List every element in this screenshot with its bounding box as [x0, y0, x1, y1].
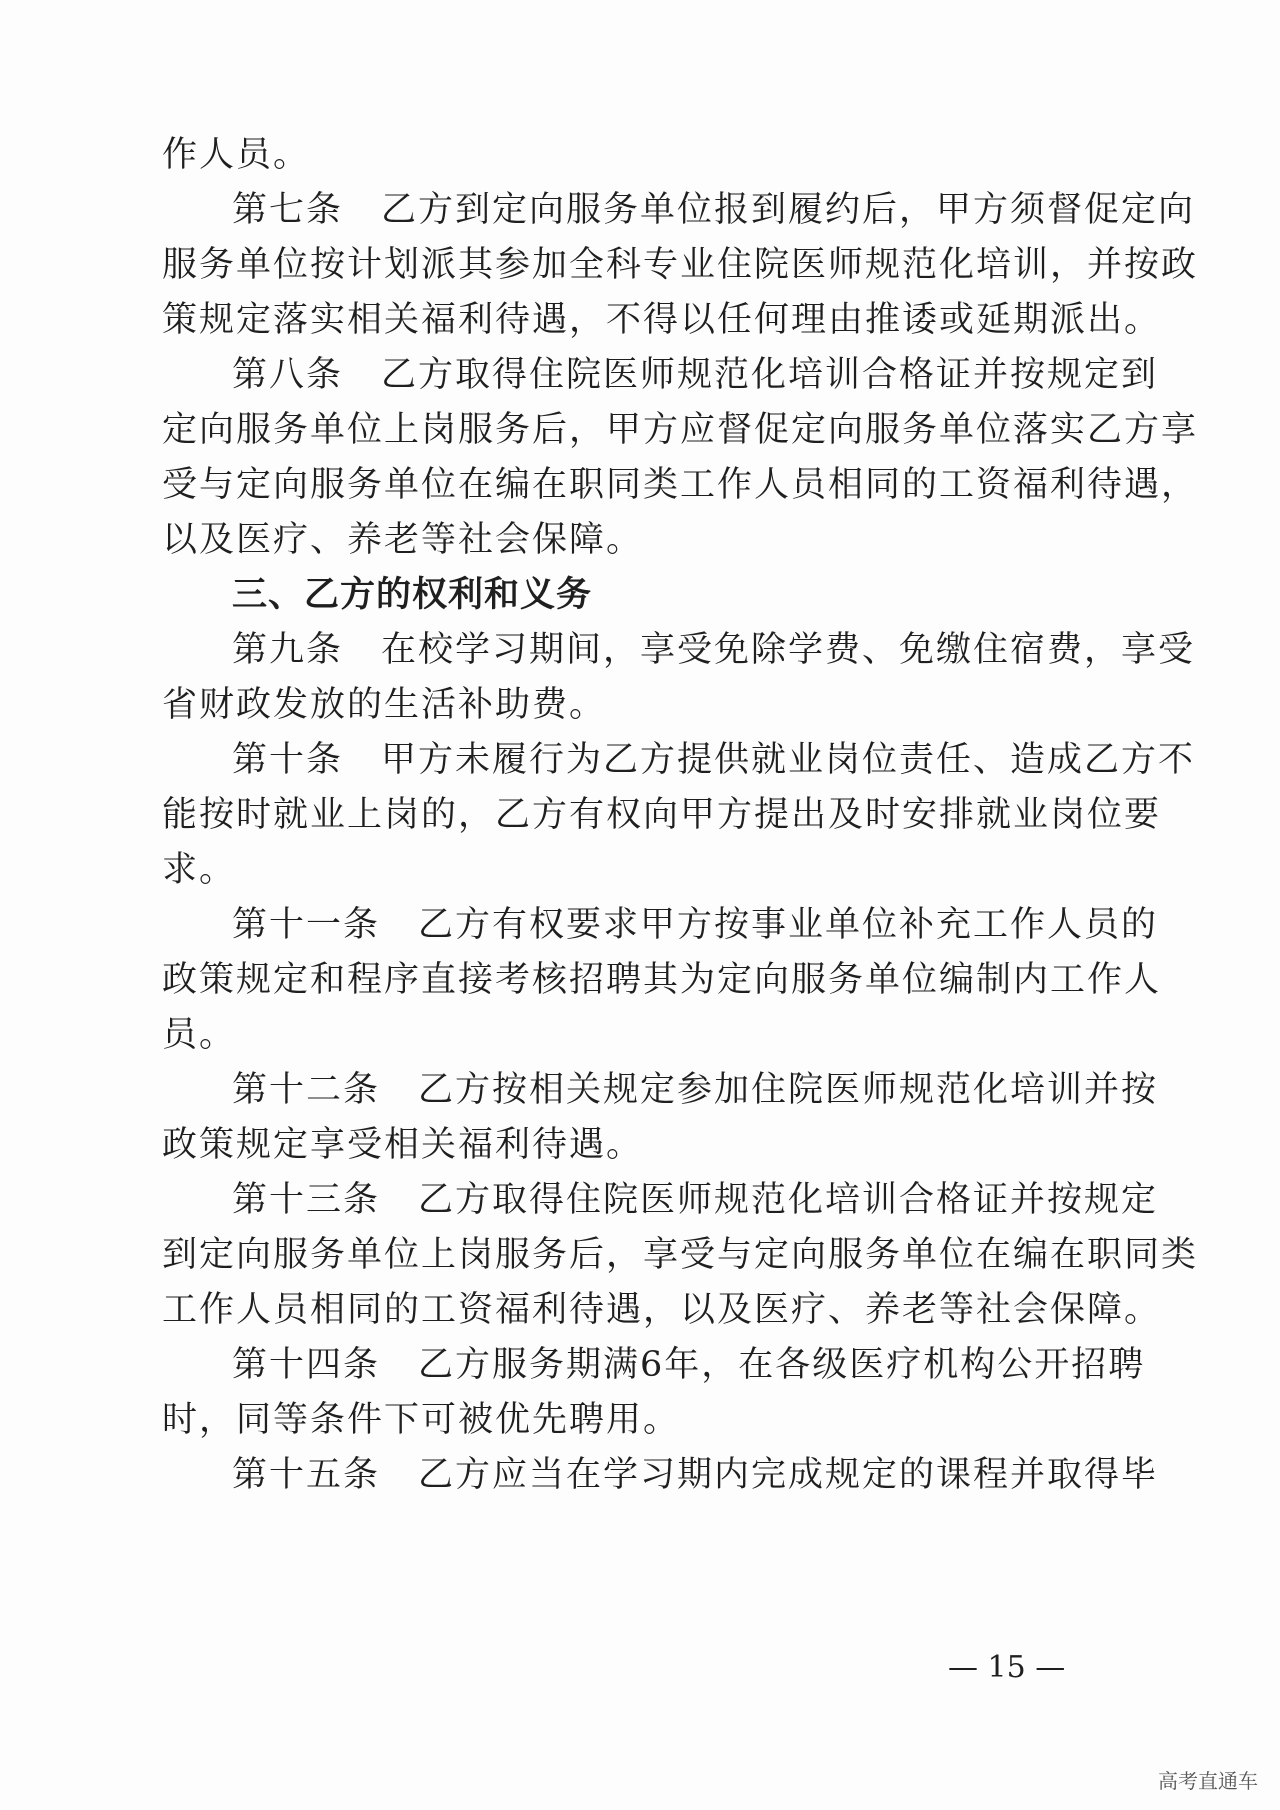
- article-13: [232, 1180, 1158, 1220]
- article-number: 第十三条: [232, 1180, 381, 1220]
- article-number: 第七条: [232, 190, 344, 230]
- article-text: 乙方按相关规定参加住院医师规范化培训并按: [418, 1070, 1159, 1110]
- text-line: 到定向服务单位上岗服务后，享受与定向服务单位在编在职同类: [162, 1235, 1199, 1275]
- article-text: 乙方有权要求甲方按事业单位补充工作人员的: [418, 905, 1159, 945]
- text-line: 员。: [162, 1015, 237, 1055]
- article-number: 第九条: [232, 630, 344, 670]
- article-number: 第十二条: [232, 1070, 381, 1110]
- text-line: 求。: [162, 850, 237, 890]
- text-line: 政策规定和程序直接考核招聘其为定向服务单位编制内工作人: [162, 960, 1162, 1000]
- article-text: 乙方到定向服务单位报到履约后，甲方须督促定向: [381, 190, 1196, 230]
- article-text: 乙方应当在学习期内完成规定的课程并取得毕: [418, 1455, 1159, 1495]
- text-line: 工作人员相同的工资福利待遇，以及医疗、养老等社会保障。: [162, 1290, 1162, 1330]
- article-9: [232, 630, 1195, 670]
- article-11: [232, 905, 1158, 945]
- article-number: 第十条: [232, 740, 344, 780]
- text-line: 服务单位按计划派其参加全科专业住院医师规范化培训，并按政: [162, 245, 1199, 285]
- text-line: 定向服务单位上岗服务后，甲方应督促定向服务单位落实乙方享: [162, 410, 1199, 450]
- page-number: — 15 —: [948, 1650, 1066, 1685]
- article-number: 第十五条: [232, 1455, 381, 1495]
- section-heading: 三、乙方的权利和义务: [232, 575, 593, 615]
- article-8: [232, 355, 1158, 395]
- article-text: 甲方未履行为乙方提供就业岗位责任、造成乙方不: [381, 740, 1196, 780]
- text-line: 能按时就业上岗的，乙方有权向甲方提出及时安排就业岗位要: [162, 795, 1162, 835]
- article-text: 乙方取得住院医师规范化培训合格证并按规定到: [381, 355, 1159, 395]
- article-number: 第十一条: [232, 905, 381, 945]
- article-12: [232, 1070, 1158, 1110]
- article-14: [232, 1345, 1145, 1385]
- article-15: [232, 1455, 1158, 1495]
- article-text: 乙方服务期满6年，在各级医疗机构公开招聘: [418, 1345, 1146, 1385]
- text-line: 政策规定享受相关福利待遇。: [162, 1125, 644, 1165]
- article-7: [232, 190, 1195, 230]
- text-line: 省财政发放的生活补助费。: [162, 685, 607, 725]
- watermark: 高考直通车: [1158, 1769, 1258, 1793]
- article-number: 第八条: [232, 355, 344, 395]
- text-line: 时，同等条件下可被优先聘用。: [162, 1400, 681, 1440]
- article-number: 第十四条: [232, 1345, 381, 1385]
- text-line: 以及医疗、养老等社会保障。: [162, 520, 644, 560]
- text-line: 作人员。: [162, 135, 311, 175]
- article-text: 在校学习期间，享受免除学费、免缴住宿费，享受: [381, 630, 1196, 670]
- text-line: 受与定向服务单位在编在职同类工作人员相同的工资福利待遇，: [162, 465, 1199, 505]
- article-text: 乙方取得住院医师规范化培训合格证并按规定: [418, 1180, 1159, 1220]
- text-line: 策规定落实相关福利待遇，不得以任何理由推诿或延期派出。: [162, 300, 1162, 340]
- article-10: [232, 740, 1195, 780]
